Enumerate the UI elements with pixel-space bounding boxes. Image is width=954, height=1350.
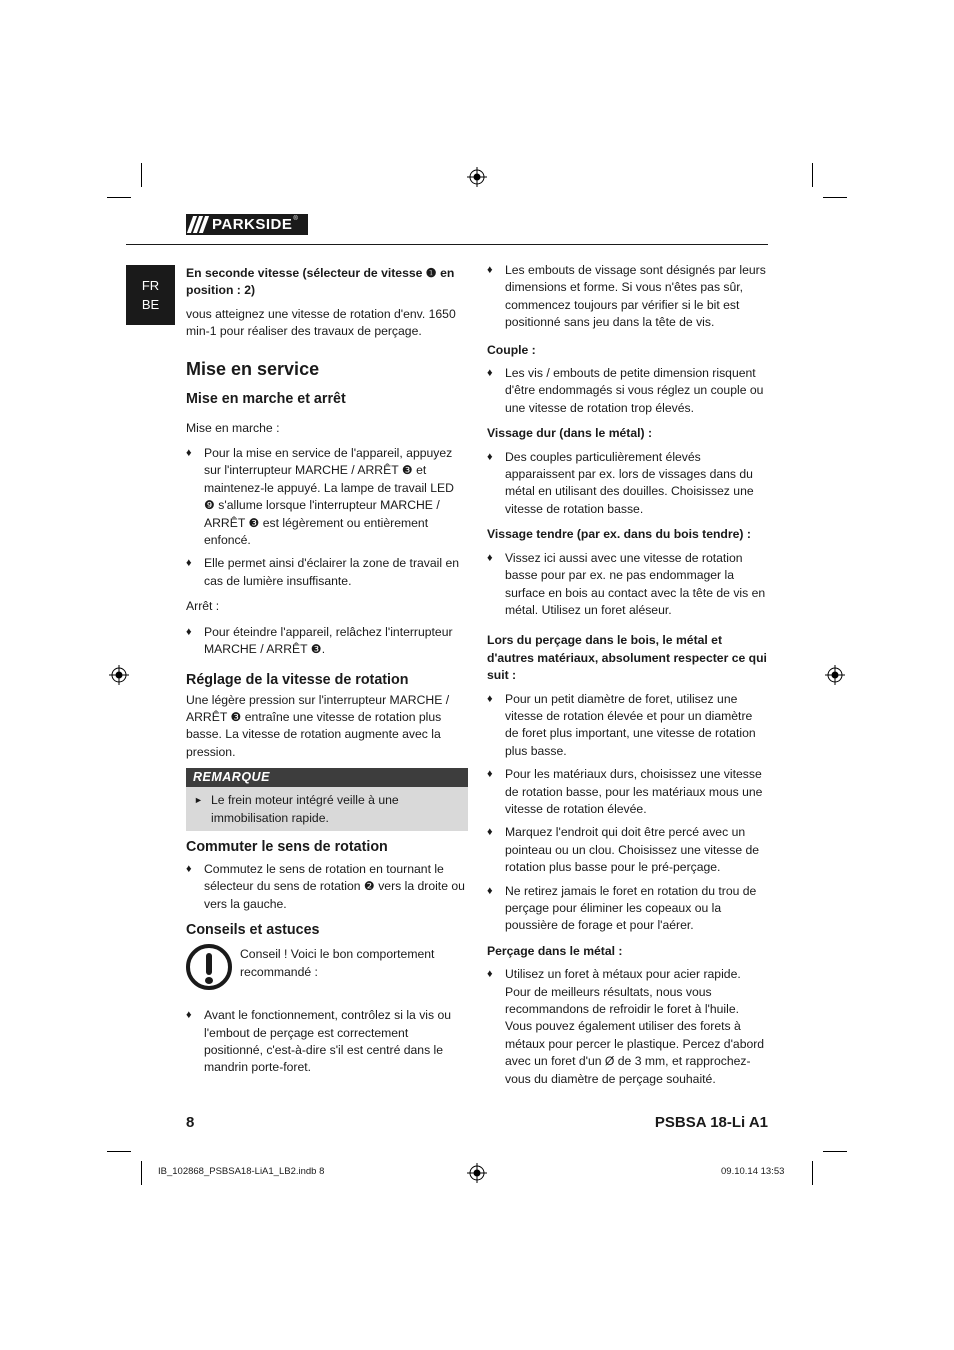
list-item: [487, 691, 769, 761]
label-arret: Arrêt :: [186, 599, 220, 614]
right-column: [487, 262, 769, 1088]
note-box: [186, 768, 468, 831]
list-item: [186, 445, 468, 549]
brand-name: PARKSIDE: [212, 216, 293, 233]
exclamation-icon: [186, 944, 232, 990]
list-item: [487, 966, 769, 1088]
diamond-bullet-icon: ♦: [487, 826, 493, 839]
list-item: [487, 550, 769, 620]
bullet-text: Avant le fonctionnement, contrôlez si la vis ou l'embout de perçage est correctement positionné, c'est-à-dire s'il est centré dans le mandrin porte-foret.: [204, 1008, 452, 1075]
list-item: [487, 824, 769, 876]
lang-fr: FR: [141, 278, 160, 293]
diamond-bullet-icon: ♦: [186, 625, 192, 638]
list-item: [186, 555, 468, 590]
label-percage-metal: Perçage dans le métal :: [487, 943, 623, 958]
label-vissage-tendre: Vissage tendre (par ex. dans du bois tendre) :: [487, 527, 751, 542]
list-item: [186, 1007, 468, 1077]
label-percage: Lors du perçage dans le bois, le métal et d'autres matériaux, absolument respecter ce qui suit :: [487, 633, 767, 683]
crop-mark: [107, 1151, 131, 1152]
diamond-bullet-icon: ♦: [487, 264, 493, 276]
diamond-bullet-icon: ♦: [186, 557, 192, 570]
diamond-bullet-icon: ♦: [186, 1009, 192, 1022]
note-text: Le frein moteur intégré veille à une immobilisation rapide.: [211, 793, 399, 825]
list-item: [487, 883, 769, 935]
subsection-conseils: Conseils et astuces: [186, 922, 320, 939]
diamond-bullet-icon: ♦: [487, 551, 493, 564]
bullet-text: Commutez le sens de rotation en tournant le sélecteur du sens de rotation ❷ vers la droite ou vers la gauche.: [204, 861, 465, 911]
crop-mark: [812, 1161, 813, 1185]
tip-text: Conseil ! Voici le bon comportement recommandé :: [240, 947, 435, 979]
second-speed-heading: En seconde vitesse (sélecteur de vitesse ❶ en position : 2): [186, 266, 455, 298]
diamond-bullet-icon: ♦: [487, 968, 493, 981]
language-tab: [126, 265, 175, 325]
list-item: [487, 766, 769, 818]
note-body: [186, 787, 468, 831]
label-mise-en-marche: Mise en marche :: [186, 420, 280, 435]
print-slug-date: 09.10.14 13:53: [721, 1166, 785, 1177]
diamond-bullet-icon: ♦: [487, 450, 493, 463]
diamond-bullet-icon: ♦: [487, 768, 493, 781]
list-item: [186, 624, 468, 659]
diamond-bullet-icon: ♦: [186, 447, 192, 460]
diamond-bullet-icon: ♦: [487, 884, 493, 897]
crop-mark: [823, 1151, 847, 1152]
bullet-text: Vissez ici aussi avec une vitesse de rotation basse pour par ex. ne pas endommager la surface en bois au contact avec la tête de vis en métal. Utilisez un foret aléseur.: [505, 550, 766, 617]
crop-mark: [141, 1161, 142, 1185]
bullet-text: Marquez l'endroit qui doit être percé avec un pointeau ou un clou. Choisissez une vitesse de rotation plus basse pour le pré-perçage.: [505, 825, 760, 875]
bullet-text: Pour un petit diamètre de foret, utilisez une vitesse de rotation élevée et pour un diamètre de foret plus important, une vitesse de rotation plus basse.: [505, 691, 756, 758]
lang-be: BE: [141, 297, 160, 312]
diamond-bullet-icon: ♦: [487, 367, 493, 380]
note-title: REMARQUE: [186, 768, 468, 787]
list-item: [487, 262, 769, 332]
bullet-text: Utilisez un foret à métaux pour acier rapide. Pour de meilleurs résultats, nous vous recommandons de refroidir le foret à l'huile. Vous pouvez également utiliser des forets à métaux pour percer le plastique. Percez d'abord avec un foret d'un Ø de 3 mm, et rapprochez-vous du diamètre de perçage souhaité.: [505, 967, 765, 1086]
bullet-text: Les embouts de vissage sont désignés par leurs dimensions et forme. Si vous n'êtes pas sûr, commencez toujours par vérifier si le bit est positionné sans jeu dans la tête de vis.: [505, 263, 766, 330]
list-item: [487, 449, 769, 519]
parkside-logo: [186, 214, 308, 235]
registration-mark-icon: [825, 665, 845, 685]
registered-mark: ®: [293, 216, 298, 222]
subsection-sens-rotation: Commuter le sens de rotation: [186, 838, 388, 855]
reglage-text: Une légère pression sur l'interrupteur MARCHE / ARRÊT ❸ entraîne une vitesse de rotation plus basse. La vitesse de rotation augmente avec la pression.: [186, 692, 450, 759]
logo-stripes-icon: [186, 214, 210, 235]
subsection-marche-arret: Mise en marche et arrêt: [186, 390, 346, 407]
label-vissage-dur: Vissage dur (dans le métal) :: [487, 426, 653, 441]
crop-mark: [107, 197, 131, 198]
bullet-text: Elle permet ainsi d'éclairer la zone de travail en cas de lumière insuffisante.: [204, 556, 460, 588]
bullet-text: Ne retirez jamais le foret en rotation du trou de perçage pour éliminer les copeaux ou la poussière de forage et pour l'aérer.: [505, 883, 757, 933]
arrow-right-icon: ►: [194, 795, 203, 806]
bullet-text: Des couples particulièrement élevés apparaissent par ex. lors de vissages dans du métal en utilisant des douilles. Choisissez une vitesse de rotation basse.: [505, 449, 754, 516]
registration-mark-icon: [109, 665, 129, 685]
section-title-mise-en-service: Mise en service: [186, 358, 320, 379]
crop-mark: [812, 163, 813, 187]
crop-mark: [141, 163, 142, 187]
diamond-bullet-icon: ♦: [186, 862, 192, 875]
registration-mark-icon: [467, 167, 487, 187]
list-item: [186, 861, 468, 913]
subsection-reglage-vitesse: Réglage de la vitesse de rotation: [186, 671, 409, 688]
registration-mark-icon: [467, 1163, 487, 1183]
diamond-bullet-icon: ♦: [487, 692, 493, 705]
list-item: [487, 365, 769, 417]
page-number: 8: [186, 1114, 195, 1131]
header-rule: [126, 244, 768, 245]
bullet-text: Pour les matériaux durs, choisissez une vitesse de rotation basse, pour les matériaux mous une vitesse de rotation élevée.: [505, 767, 763, 816]
second-speed-text: vous atteignez une vitesse de rotation d'env. 1650 min-1 pour réaliser des travaux de perçage.: [186, 306, 456, 339]
model-name: PSBSA 18-Li A1: [654, 1114, 768, 1131]
tip-block: [186, 944, 468, 998]
bullet-text: Pour éteindre l'appareil, relâchez l'interrupteur MARCHE / ARRÊT ❸.: [204, 624, 453, 657]
crop-mark: [823, 197, 847, 198]
print-slug-file: IB_102868_PSBSA18-LiA1_LB2.indb 8: [158, 1166, 325, 1177]
bullet-text: Pour la mise en service de l'appareil, appuyez sur l'interrupteur MARCHE / ARRÊT ❸ et maintenez-le appuyé. La lampe de travail LED ❾ s'allume lorsque l'interrupteur MARCHE / ARRÊT ❸ est légèrement ou entièrement enfoncé.: [204, 446, 454, 548]
left-column: [186, 265, 468, 1077]
label-couple: Couple :: [487, 342, 536, 357]
bullet-text: Les vis / embouts de petite dimension risquent d'être endommagés si vous réglez un couple ou une vitesse de rotation trop élevés.: [505, 366, 764, 415]
